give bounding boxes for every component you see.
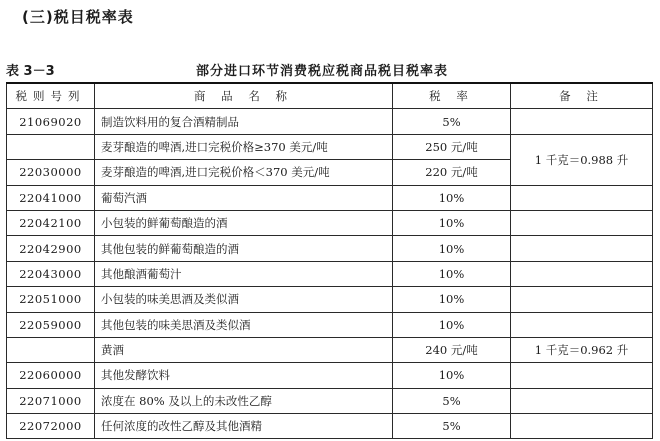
product-name: 小包装的味美思酒及类似酒 (95, 287, 393, 312)
tax-rate: 5% (393, 414, 511, 439)
note-cell (511, 236, 653, 261)
table-row (7, 236, 653, 261)
tariff-code: 22051000 (7, 287, 95, 312)
tax-rate: 10% (393, 312, 511, 337)
tariff-code (7, 337, 95, 362)
note-cell (511, 388, 653, 413)
product-name: 葡萄汽酒 (95, 185, 393, 210)
product-name: 制造饮料用的复合酒精制品 (95, 109, 393, 134)
tax-rate-table (6, 82, 653, 439)
table-row (7, 261, 653, 286)
tariff-code: 22041000 (7, 185, 95, 210)
table-row (7, 185, 653, 210)
header-rate: 税 率 (393, 83, 511, 109)
table-row (7, 287, 653, 312)
product-name: 黄酒 (95, 337, 393, 362)
note-cell (511, 210, 653, 235)
note-cell (511, 185, 653, 210)
tax-rate: 240 元/吨 (393, 337, 511, 362)
product-name: 其他发酵饮料 (95, 363, 393, 388)
note-cell (511, 287, 653, 312)
tariff-code: 22042100 (7, 210, 95, 235)
note-cell: 1 千克＝0.962 升 (511, 337, 653, 362)
tax-rate: 250 元/吨 (393, 134, 511, 159)
table-row (7, 109, 653, 134)
product-name: 麦芽酿造的啤酒,进口完税价格＜370 美元/吨 (95, 160, 393, 185)
tax-rate: 220 元/吨 (393, 160, 511, 185)
note-cell (511, 312, 653, 337)
tariff-code: 22059000 (7, 312, 95, 337)
header-name: 商 品 名 称 (95, 83, 393, 109)
table-row (7, 337, 653, 362)
tariff-code: 22030000 (7, 160, 95, 185)
note-cell (511, 109, 653, 134)
table-row (7, 363, 653, 388)
tax-rate: 10% (393, 185, 511, 210)
tariff-code (7, 134, 95, 159)
tariff-code: 22071000 (7, 388, 95, 413)
tariff-code: 22042900 (7, 236, 95, 261)
note-cell (511, 261, 653, 286)
product-name: 其他包装的味美思酒及类似酒 (95, 312, 393, 337)
table-header-row (7, 83, 653, 109)
product-name: 小包装的鲜葡萄酿造的酒 (95, 210, 393, 235)
table-row (7, 388, 653, 413)
section-title: (三)税目税率表 (22, 8, 134, 26)
tax-rate: 10% (393, 236, 511, 261)
note-cell: 1 千克＝0.988 升 (511, 134, 653, 185)
table-row (7, 210, 653, 235)
table-number: 表 3－3 (6, 64, 55, 79)
note-cell (511, 414, 653, 439)
product-name: 任何浓度的改性乙醇及其他酒精 (95, 414, 393, 439)
tax-rate: 10% (393, 261, 511, 286)
table-row (7, 414, 653, 439)
header-code: 税则号列 (7, 83, 95, 109)
tariff-code: 22043000 (7, 261, 95, 286)
product-name: 浓度在 80% 及以上的未改性乙醇 (95, 388, 393, 413)
table-row (7, 312, 653, 337)
tax-rate: 10% (393, 363, 511, 388)
table-row (7, 134, 653, 159)
header-note: 备 注 (511, 83, 653, 109)
product-name: 其他酿酒葡萄汁 (95, 261, 393, 286)
note-cell (511, 363, 653, 388)
tariff-code: 22072000 (7, 414, 95, 439)
product-name: 其他包装的鲜葡萄酿造的酒 (95, 236, 393, 261)
product-name: 麦芽酿造的啤酒,进口完税价格≥370 美元/吨 (95, 134, 393, 159)
tax-rate: 10% (393, 287, 511, 312)
tariff-code: 21069020 (7, 109, 95, 134)
tax-rate: 5% (393, 109, 511, 134)
tariff-code: 22060000 (7, 363, 95, 388)
tax-rate: 5% (393, 388, 511, 413)
tax-rate: 10% (393, 210, 511, 235)
table-caption: 部分进口环节消费税应税商品税目税率表 (196, 64, 449, 79)
